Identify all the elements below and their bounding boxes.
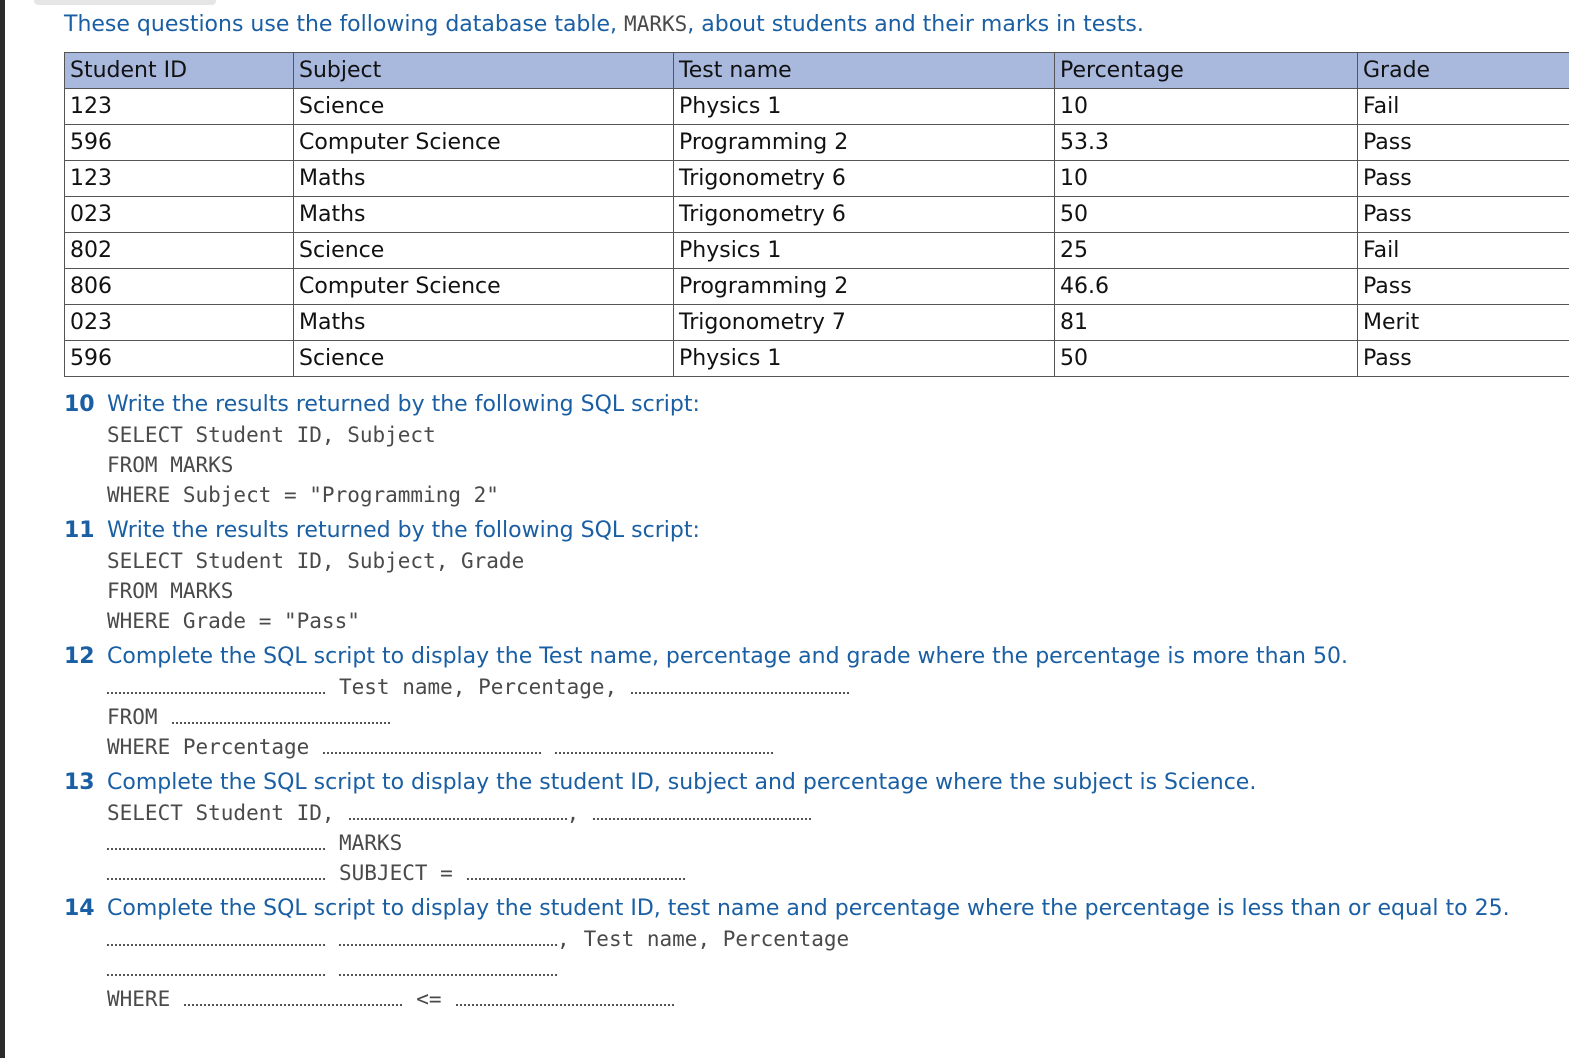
cell-subject: Computer Science (294, 269, 674, 305)
sql-line (107, 828, 1554, 858)
question-12 (64, 642, 1554, 762)
sql-line (107, 480, 1554, 510)
sql-text: SELECT Student ID, Subject (107, 423, 436, 447)
answer-blank[interactable] (184, 986, 402, 1006)
answer-blank[interactable] (107, 860, 325, 880)
sql-line (107, 732, 1554, 762)
sql-text: FROM MARKS (107, 453, 234, 477)
answer-blank[interactable] (593, 800, 811, 820)
cell-subject: Maths (294, 305, 674, 341)
sql-script (107, 924, 1554, 1014)
intro-table-name: MARKS (624, 12, 688, 36)
sql-text: Test name, Percentage, (339, 675, 618, 699)
question-number: 13 (64, 770, 95, 795)
sql-text: WHERE Subject = "Programming 2" (107, 483, 499, 507)
question-number: 10 (64, 392, 95, 417)
question-text: Complete the SQL script to display the Test name, percentage and grade where the percentage is more than 50. (107, 644, 1348, 669)
answer-blank[interactable] (107, 830, 325, 850)
answer-blank[interactable] (467, 860, 685, 880)
answer-blank[interactable] (456, 986, 674, 1006)
cell-test-name: Trigonometry 6 (674, 197, 1055, 233)
sql-text: FROM (107, 705, 158, 729)
sql-text: MARKS (339, 831, 403, 855)
sql-line (107, 672, 1554, 702)
sql-text: <= (416, 987, 442, 1011)
answer-blank[interactable] (107, 674, 325, 694)
cell-percentage: 50 (1055, 341, 1358, 377)
questions-list (64, 390, 1554, 1020)
window-left-edge (0, 0, 5, 1058)
sql-text: WHERE (107, 987, 171, 1011)
header-test-name: Test name (674, 53, 1055, 89)
answer-blank[interactable] (555, 734, 773, 754)
sql-text: Test name, Percentage (583, 927, 850, 951)
sql-script (107, 420, 1554, 510)
question-heading (64, 390, 1554, 420)
intro-text (64, 9, 1144, 40)
sql-text: WHERE Grade = "Pass" (107, 609, 360, 633)
intro-before: These questions use the following database table, (64, 12, 625, 37)
answer-blank[interactable] (631, 674, 849, 694)
cell-grade: Merit (1358, 305, 1569, 341)
cell-test-name: Physics 1 (674, 233, 1055, 269)
cell-subject: Science (294, 341, 674, 377)
sql-line (107, 798, 1554, 828)
question-heading (64, 516, 1554, 546)
cell-grade: Pass (1358, 161, 1569, 197)
header-student-id: Student ID (65, 53, 294, 89)
answer-blank[interactable] (107, 956, 325, 976)
question-11 (64, 516, 1554, 636)
cell-test-name: Physics 1 (674, 341, 1055, 377)
cell-test-name: Trigonometry 6 (674, 161, 1055, 197)
table-row (65, 125, 1569, 161)
sql-text: SELECT Student ID, (107, 801, 335, 825)
cell-test-name: Programming 2 (674, 269, 1055, 305)
sql-line (107, 954, 1554, 984)
sql-line (107, 702, 1554, 732)
cell-student-id: 802 (65, 233, 294, 269)
question-text: Complete the SQL script to display the student ID, subject and percentage where the subject is Science. (107, 770, 1257, 795)
cell-percentage: 10 (1055, 89, 1358, 125)
cell-grade: Pass (1358, 341, 1569, 377)
table-row (65, 161, 1569, 197)
answer-blank[interactable] (339, 956, 557, 976)
sql-line (107, 420, 1554, 450)
table-row (65, 197, 1569, 233)
table-row (65, 305, 1569, 341)
cell-student-id: 596 (65, 341, 294, 377)
intro-after: , about students and their marks in tests. (687, 12, 1144, 37)
question-text: Write the results returned by the following SQL script: (107, 518, 700, 543)
cell-student-id: 596 (65, 125, 294, 161)
blank-suffix: , (566, 801, 580, 825)
cell-grade: Pass (1358, 125, 1569, 161)
table-row (65, 341, 1569, 377)
cell-percentage: 50 (1055, 197, 1358, 233)
sql-text: FROM MARKS (107, 579, 234, 603)
sql-line (107, 858, 1554, 888)
answer-blank[interactable] (172, 704, 390, 724)
cell-percentage: 25 (1055, 233, 1358, 269)
cell-grade: Pass (1358, 269, 1569, 305)
cell-grade: Pass (1358, 197, 1569, 233)
sql-line (107, 924, 1554, 954)
sql-script (107, 546, 1554, 636)
table-row (65, 269, 1569, 305)
sql-line (107, 450, 1554, 480)
question-13 (64, 768, 1554, 888)
cell-subject: Maths (294, 161, 674, 197)
cell-student-id: 806 (65, 269, 294, 305)
cell-subject: Computer Science (294, 125, 674, 161)
sql-text: SUBJECT = (339, 861, 453, 885)
cell-subject: Science (294, 233, 674, 269)
question-heading (64, 642, 1554, 672)
cell-percentage: 81 (1055, 305, 1358, 341)
cell-test-name: Physics 1 (674, 89, 1055, 125)
sql-line (107, 984, 1554, 1014)
table-row (65, 233, 1569, 269)
cell-percentage: 10 (1055, 161, 1358, 197)
answer-blank[interactable] (349, 800, 567, 820)
table-row (65, 89, 1569, 125)
cell-subject: Science (294, 89, 674, 125)
question-number: 14 (64, 896, 95, 921)
sql-line (107, 576, 1554, 606)
sql-script (107, 798, 1554, 888)
question-text: Write the results returned by the following SQL script: (107, 392, 700, 417)
cell-test-name: Trigonometry 7 (674, 305, 1055, 341)
question-10 (64, 390, 1554, 510)
cell-test-name: Programming 2 (674, 125, 1055, 161)
header-percentage: Percentage (1055, 53, 1358, 89)
cell-student-id: 023 (65, 197, 294, 233)
table-header-row (65, 53, 1569, 89)
blank-suffix: , (557, 927, 570, 951)
header-subject: Subject (294, 53, 674, 89)
marks-table (64, 52, 1569, 377)
top-tab (34, 0, 216, 5)
cell-student-id: 123 (65, 161, 294, 197)
table-body (65, 89, 1569, 377)
question-number: 12 (64, 644, 95, 669)
header-grade: Grade (1358, 53, 1569, 89)
sql-text: SELECT Student ID, Subject, Grade (107, 549, 525, 573)
cell-student-id: 123 (65, 89, 294, 125)
question-text: Complete the SQL script to display the student ID, test name and percentage where the percentage is less than or equal to 25. (107, 896, 1510, 921)
cell-grade: Fail (1358, 233, 1569, 269)
question-14 (64, 894, 1554, 1014)
sql-line (107, 546, 1554, 576)
question-heading (64, 768, 1554, 798)
answer-blank[interactable] (107, 926, 325, 946)
cell-subject: Maths (294, 197, 674, 233)
answer-blank[interactable] (323, 734, 541, 754)
sql-line (107, 606, 1554, 636)
cell-grade: Fail (1358, 89, 1569, 125)
sql-text: WHERE Percentage (107, 735, 310, 759)
cell-percentage: 46.6 (1055, 269, 1358, 305)
answer-blank[interactable] (339, 926, 557, 946)
sql-script (107, 672, 1554, 762)
question-number: 11 (64, 518, 95, 543)
question-heading (64, 894, 1554, 924)
cell-student-id: 023 (65, 305, 294, 341)
cell-percentage: 53.3 (1055, 125, 1358, 161)
